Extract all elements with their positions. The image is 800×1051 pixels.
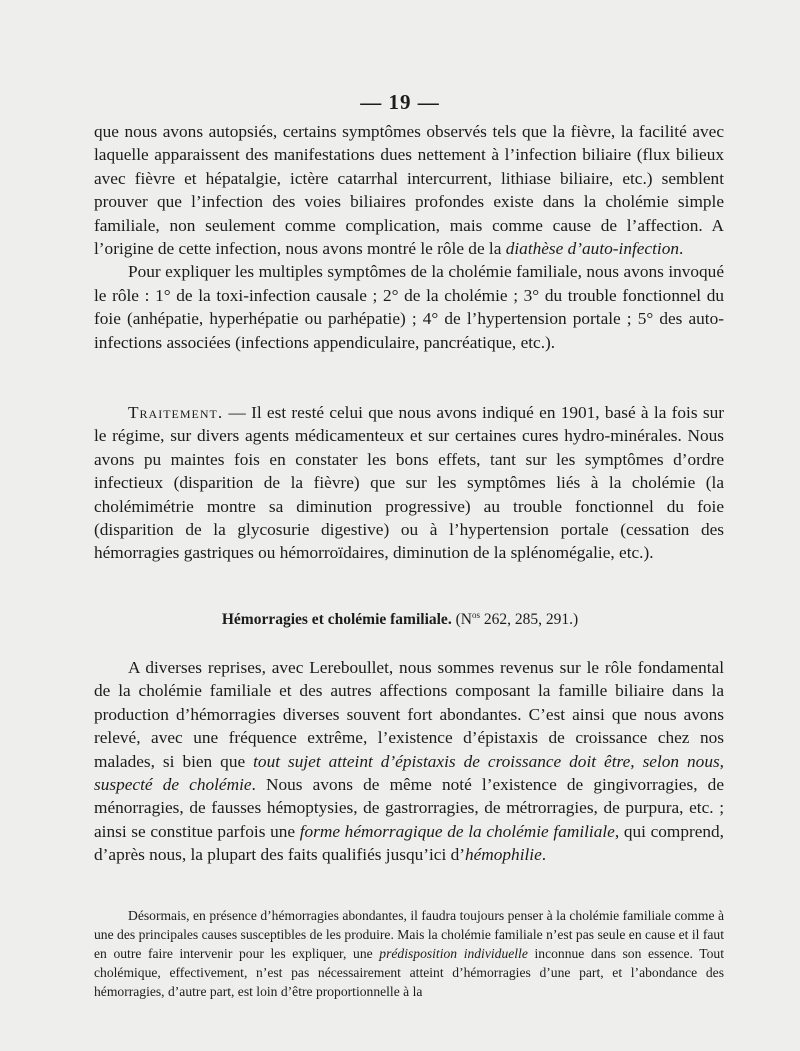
hemorrhage-italic-b: tout sujet atteint d’épistaxis de croissance doit être, selon nous, suspecté de cholémie — [94, 751, 725, 795]
treatment-label: Traitement. — [128, 403, 224, 422]
paragraph-1-italic: diathèse d’auto-infection — [505, 239, 679, 259]
paragraph-treatment — [94, 401, 724, 565]
footnote-paragraph — [94, 906, 724, 1001]
paragraph-1 — [94, 120, 724, 260]
footnote-text-c: inconnue dans son essence. Tout cholémique, effectivement, n’est pas nécessairement atteint d’hémorragies d’une part, et l’abondance des hémorragies, d’autre part, est loin d’être proportionnelle à la — [94, 946, 724, 1000]
paragraph-block-treatment — [94, 401, 724, 565]
paragraph-2: Pour expliquer les multiples symptômes de la cholémie familiale, nous avons invoqué le rôle : 1° de la toxi-infection causale ; 2° de la cholémie ; 3° du trouble fonctionnel du foie (anhépatie, hyperhépatie ou parhépatie) ; 4° de l’hypertension portale ; 5° des auto-infections associées (infections appendiculaire, pancréatique, etc.). — [94, 262, 724, 352]
paragraph-1-text: que nous avons autopsiés, certains symptômes observés tels que la fièvre, la facilité avec laquelle apparaissent des manifestations dues nettement à l’infection biliaire (flux bilieux avec fièvre et hépatalgie, ictère catarrhal intercurrent, lithiase biliaire, etc.) semblent prouver que l’infection des voies biliaires profondes existe dans la cholémie simple familiale, non seulement comme complication, mais comme cause de l’affection. A l’origine de cette infection, nous avons montré le rôle de la — [94, 122, 724, 259]
section-heading-ref-close: 262, 285, 291.) — [479, 611, 579, 629]
hemorrhage-text-e: , qui comprend, d’après nous, la plupart des faits qualifiés jusqu’ici d’ — [94, 821, 725, 865]
treatment-text: — Il est resté celui que nous avons indiqué en 1901, basé à la fois sur le régime, sur divers agents médicamenteux et sur certaines cures hydro-minérales. Nous avons pu maintes fois en constater les bons effets, tant sur les symptômes d’ordre infectieux (disparition de la fièvre) que sur les symptômes liés à la cholémie (la cholémimétrie montre sa diminution progressive) au trouble fonctionnel du foie (disparition de la glycosurie digestive) ou à l’hypertension portale (cessation des hémorragies gastriques ou hémorroïdaires, diminution de la splénomégalie, etc.). — [94, 403, 724, 563]
footnote-text-a: Désormais, en présence d’hémorragies abondantes, il faudra toujours penser à la cholémie familiale comme à une des principales causes susceptibles de les produire. Mais la cholémie familiale n’est pas seule en cause et il faut en outre faire intervenir pour les expliquer, une — [94, 908, 724, 962]
hemorrhage-italic-f: hémophilie — [464, 845, 542, 865]
paragraph-hemorrhage — [94, 656, 724, 867]
footnote-block — [94, 906, 724, 1001]
section-heading-ref-sup: os — [471, 610, 480, 620]
page-number: — 19 — — [360, 90, 440, 114]
section-heading-ref-open: (N — [451, 611, 472, 629]
paragraph-1-end: . — [679, 239, 684, 259]
hemorrhage-text-a: A diverses reprises, avec Lereboullet, nous sommes revenus sur le rôle fondamental de la cholémie familiale et des autres affections composant la famille biliaire dans la production d’hémorragies diverses souvent fort abondantes. C’est ainsi que nous avons relevé, avec une fréquence extrême, l’existence d’épistaxis de croissance chez nos malades, si bien que — [94, 658, 724, 771]
hemorrhage-italic-d: forme hémorragique de la cholémie familiale — [299, 821, 615, 841]
footnote-italic: prédisposition individuelle — [379, 946, 528, 962]
hemorrhage-text-c: . Nous avons de même noté l’existence de gingivorragies, de ménorragies, de fausses hémoptysies, de gastrorragies, de métrorragies, de purpura, etc. ; ainsi se constitue parfois une — [94, 775, 724, 841]
section-heading-title: Hémorragies et cholémie familiale. — [221, 611, 452, 629]
section-heading — [0, 610, 800, 629]
hemorrhage-text-g: . — [541, 845, 547, 865]
paragraph-block-top — [94, 120, 724, 354]
paragraph-block-hemorrhage — [94, 656, 724, 867]
